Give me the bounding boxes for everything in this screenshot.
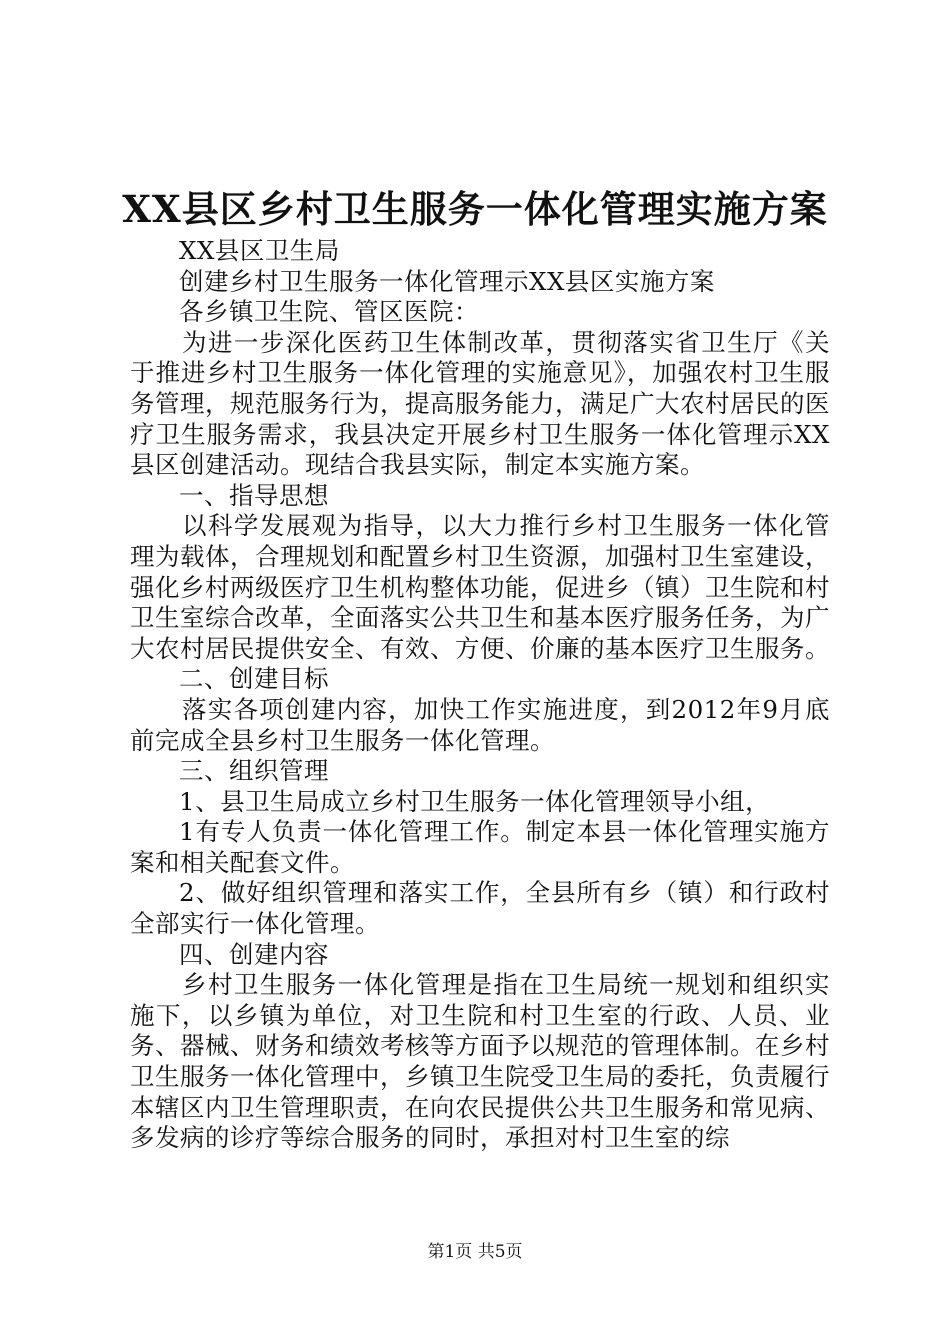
list-item: 1有专人负责一体化管理工作。制定本县一体化管理实施方案和相关配套文件。 bbox=[130, 817, 830, 877]
addressee-line: 各乡镇卫生院、管区医院： bbox=[179, 297, 479, 327]
section-heading: 一、指导思想 bbox=[179, 480, 329, 510]
body-paragraph: 乡村卫生服务一体化管理是指在卫生局统一规划和组织实施下，以乡镇为单位，对卫生院和村卫生室的行政、人员、业务、器械、财务和绩效考核等方面予以规范的管理体制。在乡村卫生服务一体化管理中，乡镇卫生院受卫生局的委托，负责履行本辖区内卫生管理职责，在向农民提供公共卫生服务和常见病、多发病的诊疗等综合服务的同时，承担对村卫生室的综 bbox=[130, 970, 830, 1153]
section-heading: 三、组织管理 bbox=[179, 756, 329, 786]
subtitle-line: 创建乡村卫生服务一体化管理示XX县区实施方案 bbox=[179, 266, 715, 296]
body-paragraph: 落实各项创建内容，加快工作实施进度，到2012年9月底前完成全县乡村卫生服务一体化管理。 bbox=[130, 694, 830, 755]
document-body bbox=[130, 236, 830, 1154]
intro-paragraph: 为进一步深化医药卫生体制改革，贯彻落实省卫生厅《关于推进乡村卫生服务一体化管理的实施意见》，加强农村卫生服务管理，规范服务行为，提高服务能力，满足广大农村居民的医疗卫生服务需求，我县决定开展乡村卫生服务一体化管理示XX县区创建活动。现结合我县实际，制定本实施方案。 bbox=[130, 327, 830, 480]
section-heading: 二、创建目标 bbox=[179, 664, 329, 694]
list-item: 2、做好组织管理和落实工作，全县所有乡（镇）和行政村全部实行一体化管理。 bbox=[130, 878, 830, 939]
section-heading: 四、创建内容 bbox=[179, 939, 329, 969]
issuer-line: XX县区卫生局 bbox=[179, 236, 340, 265]
page-number-footer: 第1页 共5页 bbox=[427, 1242, 523, 1262]
document-title: XX县区乡村卫生服务一体化管理实施方案 bbox=[122, 187, 828, 231]
list-item: 1、县卫生局成立乡村卫生服务一体化管理领导小组， bbox=[179, 786, 771, 816]
body-paragraph: 以科学发展观为指导，以大力推行乡村卫生服务一体化管理为载体，合理规划和配置乡村卫生资源，加强村卫生室建设，强化乡村两级医疗卫生机构整体功能，促进乡（镇）卫生院和村卫生室综合改革，全面落实公共卫生和基本医疗服务任务，为广大农村居民提供安全、有效、方便、价廉的基本医疗卫生服务。 bbox=[130, 511, 830, 663]
